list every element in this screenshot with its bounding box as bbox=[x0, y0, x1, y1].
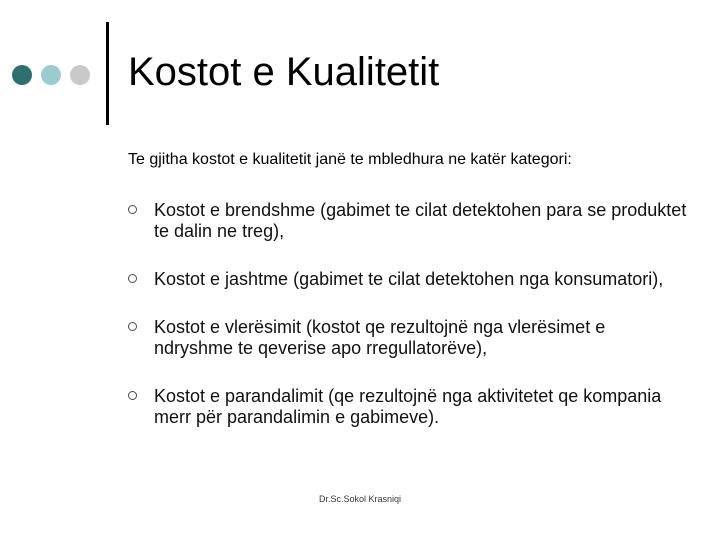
bullet-circle-icon bbox=[128, 205, 137, 214]
intro-text: Te gjitha kostot e kualitetit janë te mbledhura ne katër kategori: bbox=[128, 151, 572, 168]
bullet-circle-icon bbox=[128, 274, 137, 283]
decorative-dots bbox=[12, 65, 90, 85]
bullet-text: Kostot e parandalimit (qe rezultojnë nga aktivitetet qe kompania merr për parandalimin e gabimeve). bbox=[154, 386, 662, 427]
bullet-circle-icon bbox=[128, 391, 137, 400]
dot-light-teal bbox=[41, 65, 61, 85]
bullet-circle-icon bbox=[128, 322, 137, 331]
slide-title: Kostot e Kualitetit bbox=[128, 50, 440, 94]
footer-author: Dr.Sc.Sokol Krasniqi bbox=[318, 494, 402, 504]
bullet-text: Kostot e vlerësimit (kostot qe rezultojnë nga vlerësimet e ndryshme te qeverise apo rregullatorëve), bbox=[154, 317, 606, 358]
bullet-item-appraisal-costs bbox=[128, 317, 688, 359]
dot-gray bbox=[70, 65, 90, 85]
bullet-item-prevention-costs bbox=[128, 386, 688, 428]
title-divider bbox=[106, 22, 109, 125]
bullet-list bbox=[128, 200, 688, 428]
bullet-text: Kostot e jashtme (gabimet te cilat detektohen nga konsumatori), bbox=[154, 269, 664, 289]
dot-dark bbox=[12, 65, 32, 85]
bullet-text: Kostot e brendshme (gabimet te cilat detektohen para se produktet te dalin ne treg), bbox=[154, 200, 687, 241]
bullet-item-internal-costs bbox=[128, 200, 688, 242]
bullet-item-external-costs bbox=[128, 269, 688, 290]
